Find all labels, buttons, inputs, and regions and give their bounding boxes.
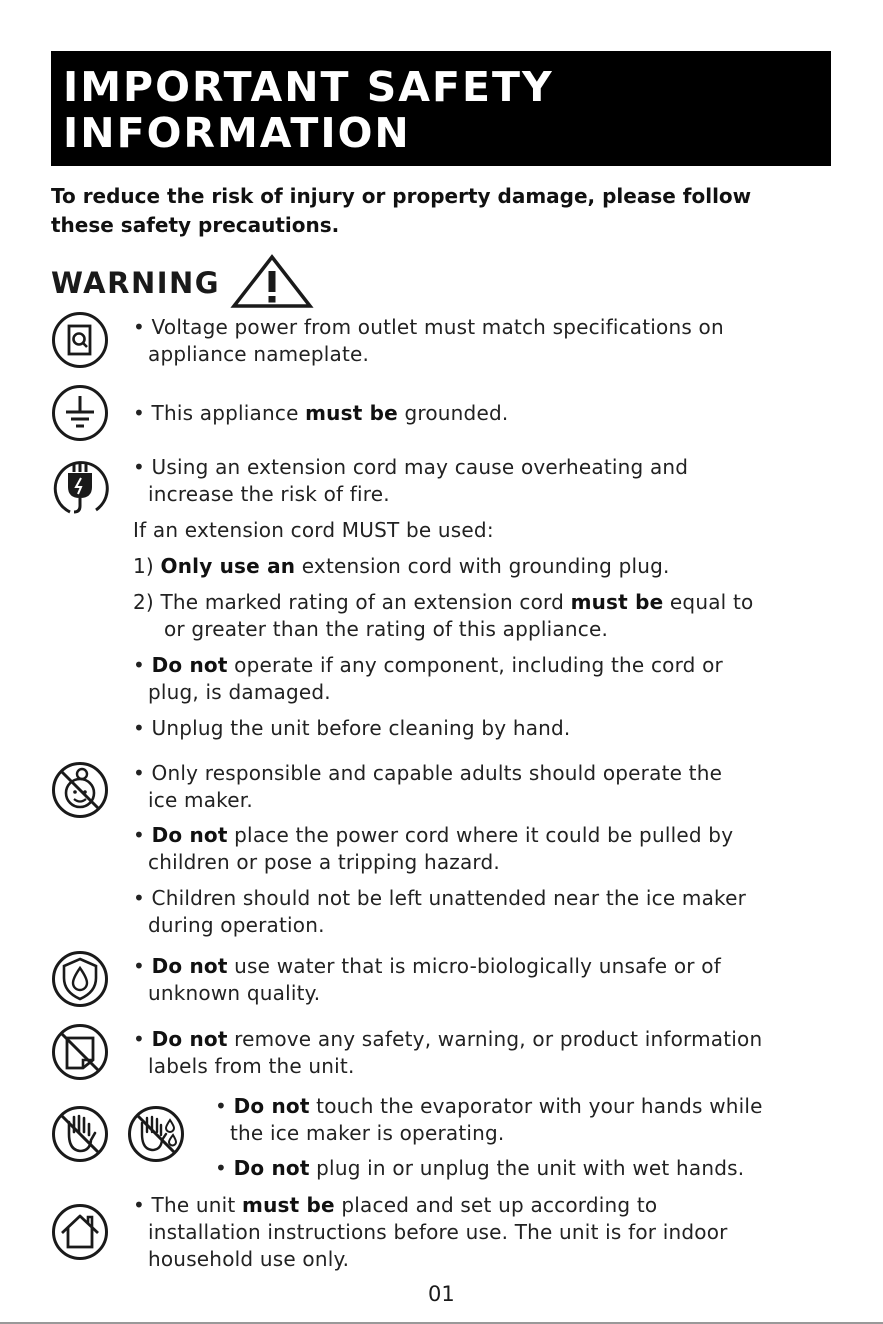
no-label-removal-icon [50, 1022, 110, 1082]
install-line-1: • The unit must be placed and set up according to [133, 1193, 658, 1217]
no-touch-hand-icon [50, 1104, 110, 1164]
water-line-1: • Do not use water that is micro-biologically unsafe or of [133, 954, 721, 978]
extension-rule-1: 1) Only use an extension cord with grounding plug. [133, 554, 670, 578]
cord-line-2: children or pose a tripping hazard. [148, 850, 500, 874]
voltage-line-2: appliance nameplate. [148, 342, 370, 366]
extension-if-line: If an extension cord MUST be used: [133, 518, 494, 542]
indoor-house-icon [50, 1202, 110, 1262]
title-line-1: IMPORTANT SAFETY [63, 63, 554, 111]
intro-line-1: To reduce the risk of injury or property damage, please follow [51, 184, 752, 208]
ground-icon [50, 383, 110, 443]
children-line-1: • Children should not be left unattended near the ice maker [133, 886, 747, 910]
children-line-2: during operation. [148, 913, 325, 937]
damaged-line-1: • Do not operate if any component, including the cord or [133, 653, 723, 677]
no-wet-hands-icon [126, 1104, 186, 1164]
title-line-2: INFORMATION [63, 109, 411, 157]
plug-icon [50, 454, 112, 518]
page-number: 01 [428, 1282, 455, 1306]
labels-line-2: labels from the unit. [148, 1054, 355, 1078]
no-children-icon [50, 760, 110, 820]
extension-rule-2-line-1: 2) The marked rating of an extension cord must be equal to [133, 590, 754, 614]
nameplate-icon [50, 310, 110, 370]
adults-line-1: • Only responsible and capable adults should operate the [133, 761, 723, 785]
unplug-line: • Unplug the unit before cleaning by hand. [133, 716, 571, 740]
voltage-line-1: • Voltage power from outlet must match specifications on [133, 315, 724, 339]
install-line-3: household use only. [148, 1247, 350, 1271]
extension-line-2: increase the risk of fire. [148, 482, 390, 506]
ground-line: • This appliance must be grounded. [133, 401, 509, 425]
intro-line-2: these safety precautions. [51, 213, 340, 237]
evaporator-line-1: • Do not touch the evaporator with your hands while [215, 1094, 763, 1118]
extension-line-1: • Using an extension cord may cause overheating and [133, 455, 689, 479]
title-banner [51, 51, 831, 166]
adults-line-2: ice maker. [148, 788, 253, 812]
damaged-line-2: plug, is damaged. [148, 680, 331, 704]
extension-rule-2-line-2: or greater than the rating of this appliance. [164, 617, 609, 641]
evaporator-line-2: the ice maker is operating. [230, 1121, 505, 1145]
warning-heading: WARNING [51, 266, 221, 300]
warning-triangle-icon [229, 253, 315, 311]
wet-hands-line: • Do not plug in or unplug the unit with wet hands. [215, 1156, 745, 1180]
water-drop-icon [50, 948, 110, 1010]
water-line-2: unknown quality. [148, 981, 321, 1005]
install-line-2: installation instructions before use. The unit is for indoor [148, 1220, 728, 1244]
labels-line-1: • Do not remove any safety, warning, or product information [133, 1027, 763, 1051]
cord-line-1: • Do not place the power cord where it could be pulled by [133, 823, 734, 847]
